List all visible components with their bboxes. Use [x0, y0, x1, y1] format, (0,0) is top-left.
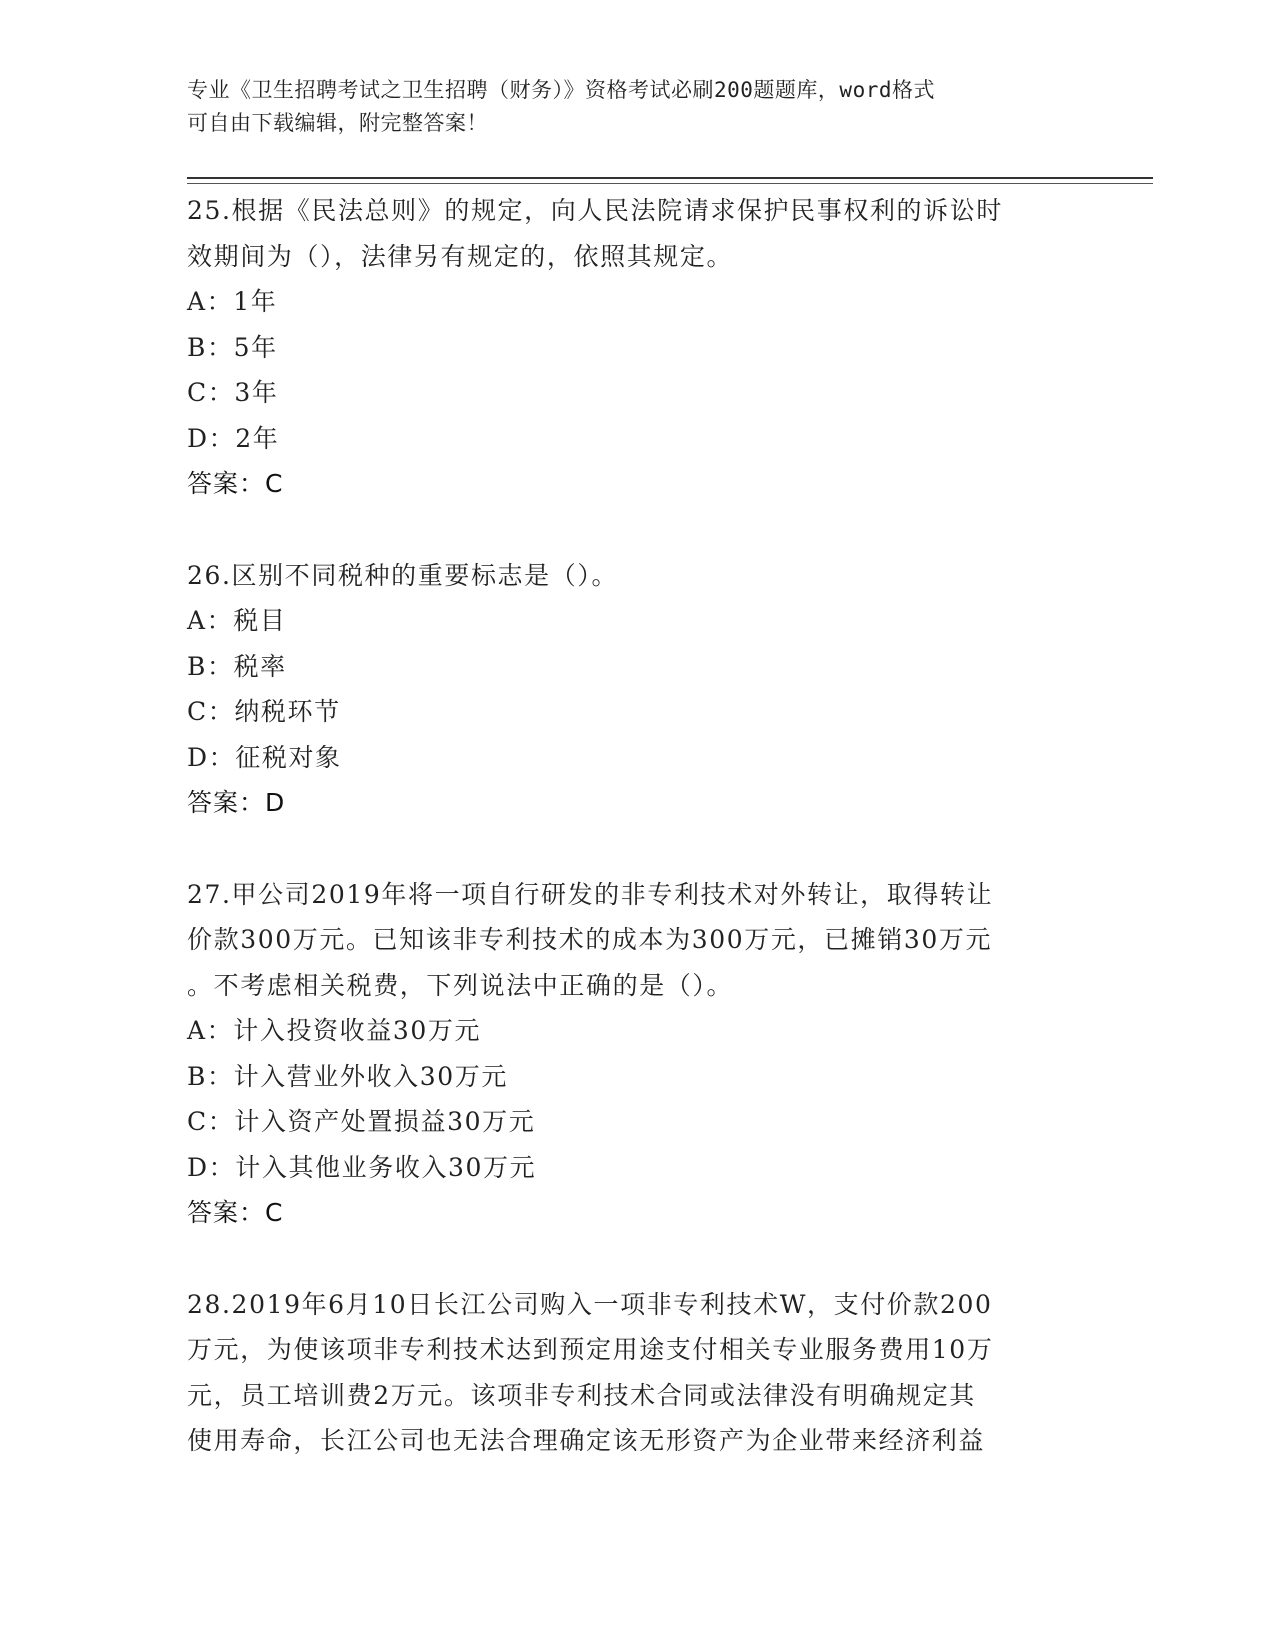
question-26: [187, 553, 1087, 826]
question-text-line: 万元，为使该项非专利技术达到预定用途支付相关专业服务费用10万: [187, 1335, 994, 1364]
option-d: D：征税对象: [187, 742, 342, 772]
header-divider-thin: [187, 183, 1153, 184]
option-d: D：2年: [187, 423, 280, 453]
answer-label: 答案：D: [187, 788, 286, 817]
question-25: [187, 188, 1087, 507]
header-line: 可自由下载编辑，附完整答案！: [187, 111, 488, 135]
question-27: [187, 872, 1087, 1236]
option-b: B：5年: [187, 332, 278, 362]
question-text-line: 价款300万元。已知该非专利技术的成本为300万元，已摊销30万元: [187, 925, 993, 954]
header-divider-thick: [187, 177, 1153, 179]
question-text-line: 28.2019年6月10日长江公司购入一项非专利技术W，支付价款200: [187, 1289, 993, 1319]
question-28: [187, 1282, 1087, 1464]
question-text-line: 。不考虑相关税费，下列说法中正确的是（）。: [187, 970, 734, 1000]
option-b: B：税率: [187, 651, 287, 681]
option-c: C：3年: [187, 378, 279, 407]
header-note: [187, 74, 1067, 140]
option-c: C：计入资产处置损益30万元: [187, 1107, 536, 1136]
question-text-line: 使用寿命，长江公司也无法合理确定该无形资产为企业带来经济利益: [187, 1426, 986, 1455]
option-b: B：计入营业外收入30万元: [187, 1061, 508, 1091]
question-text-line: 效期间为（），法律另有规定的，依照其规定。: [187, 241, 734, 271]
question-text-line: 26.区别不同税种的重要标志是（）。: [187, 560, 619, 590]
question-text-line: 25.根据《民法总则》的规定，向人民法院请求保护民事权利的诉讼时: [187, 196, 1003, 225]
question-text-line: 元，员工培训费2万元。该项非专利技术合同或法律没有明确规定其: [187, 1380, 976, 1410]
question-text-line: 27.甲公司2019年将一项自行研发的非专利技术对外转让，取得转让: [187, 879, 994, 909]
answer-label: 答案：C: [187, 469, 284, 498]
option-a: A：税目: [187, 606, 287, 635]
option-a: A：计入投资收益30万元: [187, 1016, 482, 1045]
option-d: D：计入其他业务收入30万元: [187, 1152, 537, 1182]
question-list: [187, 188, 1087, 1510]
option-a: A：1年: [187, 287, 278, 316]
header-line: 专业《卫生招聘考试之卫生招聘（财务）》资格考试必刷200题题库，word格式: [187, 78, 935, 102]
option-c: C：纳税环节: [187, 697, 341, 726]
answer-label: 答案：C: [187, 1198, 284, 1227]
